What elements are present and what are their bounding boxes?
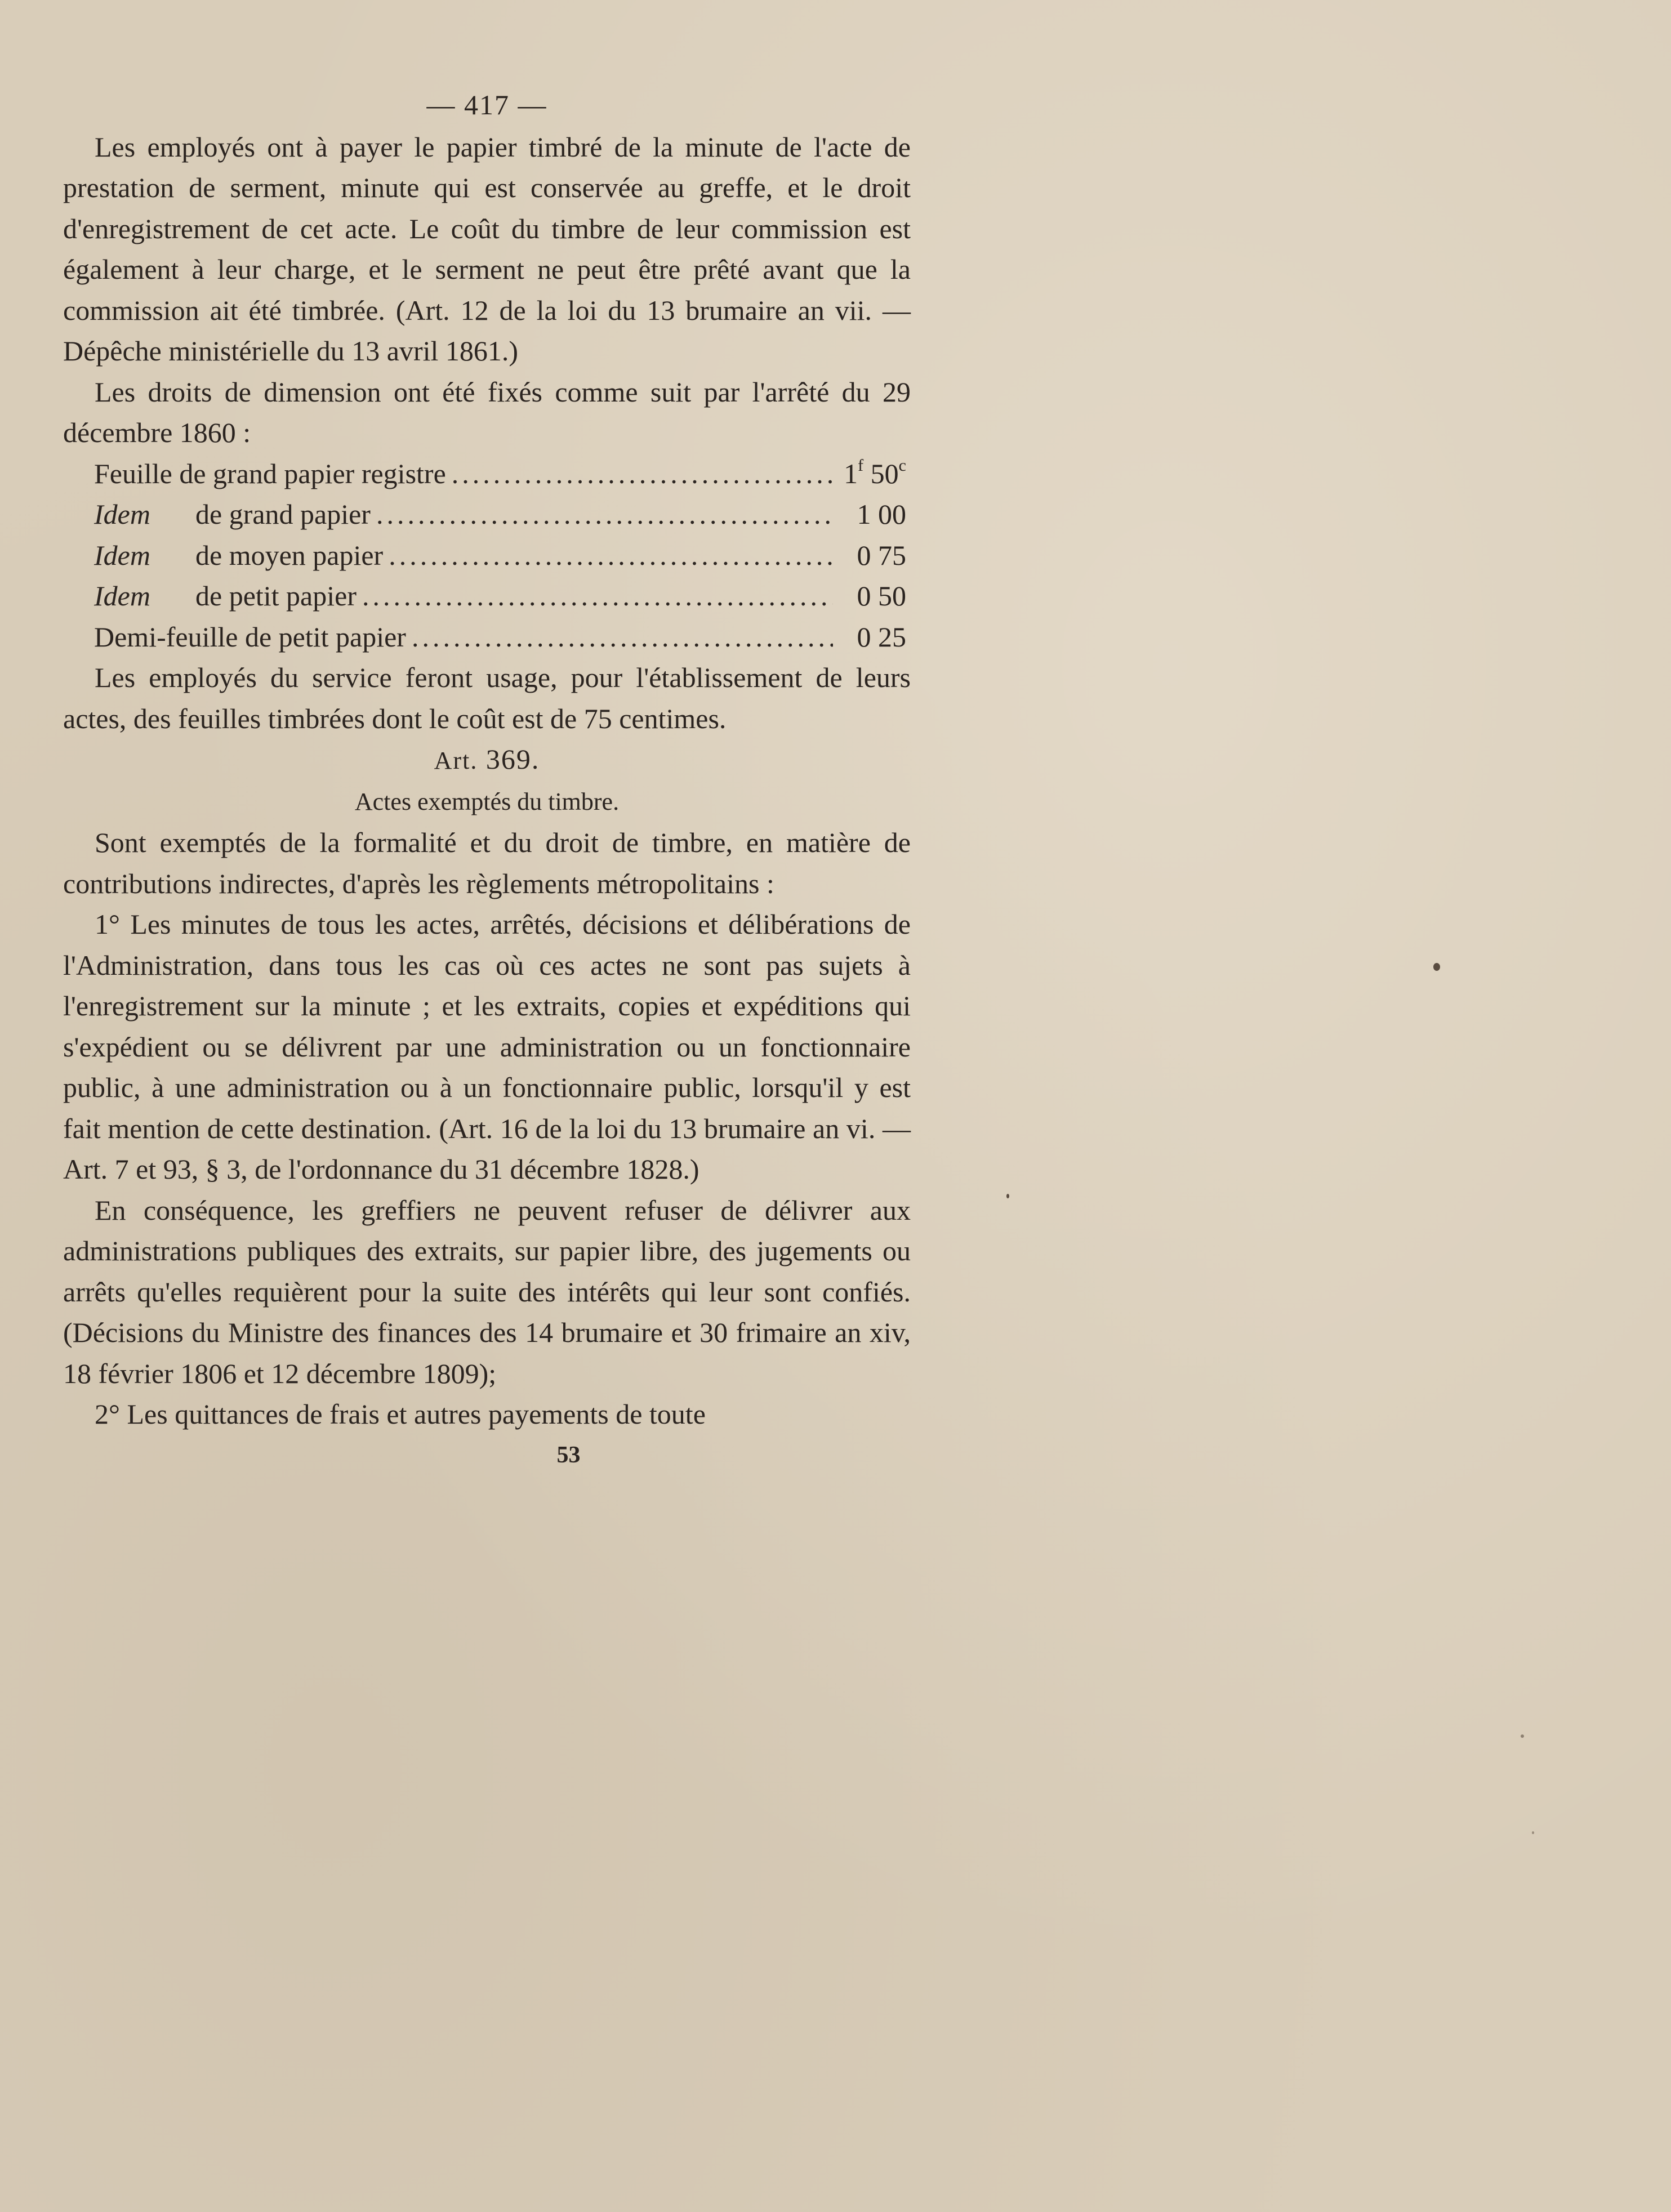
rate-value: 0 25 bbox=[857, 621, 906, 653]
paragraph: Les employés ont à payer le papier timbré de la minute de l'acte de prestation de serment, minute qui est conservée au greffe, et le droit d'enregistrement de cet acte. Le coût du timbre de leur commission est également à leur charge, et le serment ne peut être prêté avant que la commission ait été timbrée. (Art. 12 de la loi du 13 brumaire an vii. — Dépêche ministérielle du 13 avril 1861.) bbox=[63, 131, 911, 367]
paragraph: En conséquence, les greffiers ne peuvent refuser de délivrer aux administrations publiques des extraits, sur papier libre, des jugements ou arrêts qu'elles requièrent pour la suite des intérêts qui leur sont confiés. (Décisions du Ministre des finances des 14 brumaire et 30 frimaire an xiv, 18 février 1806 et 12 décembre 1809); bbox=[63, 1194, 911, 1389]
signature-mark: 53 bbox=[556, 1442, 581, 1468]
rate-label: Idem de grand papier bbox=[94, 498, 371, 530]
page-text bbox=[63, 84, 911, 1475]
ink-spot bbox=[1521, 1734, 1524, 1738]
rate-row bbox=[94, 494, 906, 535]
rate-label: Feuille de grand papier registre bbox=[94, 457, 446, 489]
ink-spot bbox=[1532, 1831, 1534, 1834]
paragraph: Les droits de dimension ont été fixés comme suit par l'arrêté du 29 décembre 1860 : bbox=[63, 376, 911, 448]
paragraph: 2° Les quittances de frais et autres payements de toute bbox=[95, 1398, 706, 1430]
rate-value: 0 75 bbox=[857, 539, 906, 571]
rate-value: 1$^f$ 50$^c$ bbox=[844, 456, 906, 489]
rate-value: 0 50 bbox=[857, 580, 906, 612]
page-number: — 417 — bbox=[426, 89, 547, 121]
article-heading: Art. 369. bbox=[434, 743, 540, 775]
leader-dots bbox=[452, 453, 833, 494]
ink-spot bbox=[1433, 963, 1440, 971]
paragraph: Sont exemptés de la formalité et du droit de timbre, en matière de contributions indirectes, d'après les règlements métropolitains : bbox=[63, 827, 911, 899]
leader-dots bbox=[362, 576, 833, 617]
rate-label: Demi-feuille de petit papier bbox=[94, 621, 406, 653]
leader-dots bbox=[412, 617, 833, 658]
rate-row bbox=[94, 535, 906, 576]
rate-row bbox=[94, 576, 906, 617]
leader-dots bbox=[376, 494, 833, 535]
rate-row bbox=[94, 453, 906, 494]
paragraph: Les employés du service feront usage, pour l'établissement de leurs actes, des feuilles timbrées dont le coût est de 75 centimes. bbox=[63, 662, 911, 734]
ink-spot bbox=[1006, 1194, 1009, 1198]
leader-dots bbox=[389, 535, 833, 576]
rate-label: Idem de petit papier bbox=[94, 580, 357, 612]
article-subtitle: Actes exemptés du timbre. bbox=[354, 787, 620, 815]
rate-row bbox=[94, 617, 906, 658]
stamp-duty-rates bbox=[63, 453, 911, 658]
rate-value: 1 00 bbox=[857, 498, 906, 530]
rate-label: Idem de moyen papier bbox=[94, 539, 384, 571]
paragraph: 1° Les minutes de tous les actes, arrêtés, décisions et délibérations de l'Administration, dans tous les cas où ces actes ne sont pas sujets à l'enregistrement sur la minute ; et les extraits, copies et expéditions qui s'expédient ou se délivrent par une administration ou un fonctionnaire public, à une administration ou à un fonctionnaire public, lorsqu'il y est fait mention de cette destination. (Art. 16 de la loi du 13 brumaire an vi. — Art. 7 et 93, § 3, de l'ordonnance du 31 décembre 1828.) bbox=[63, 908, 911, 1185]
